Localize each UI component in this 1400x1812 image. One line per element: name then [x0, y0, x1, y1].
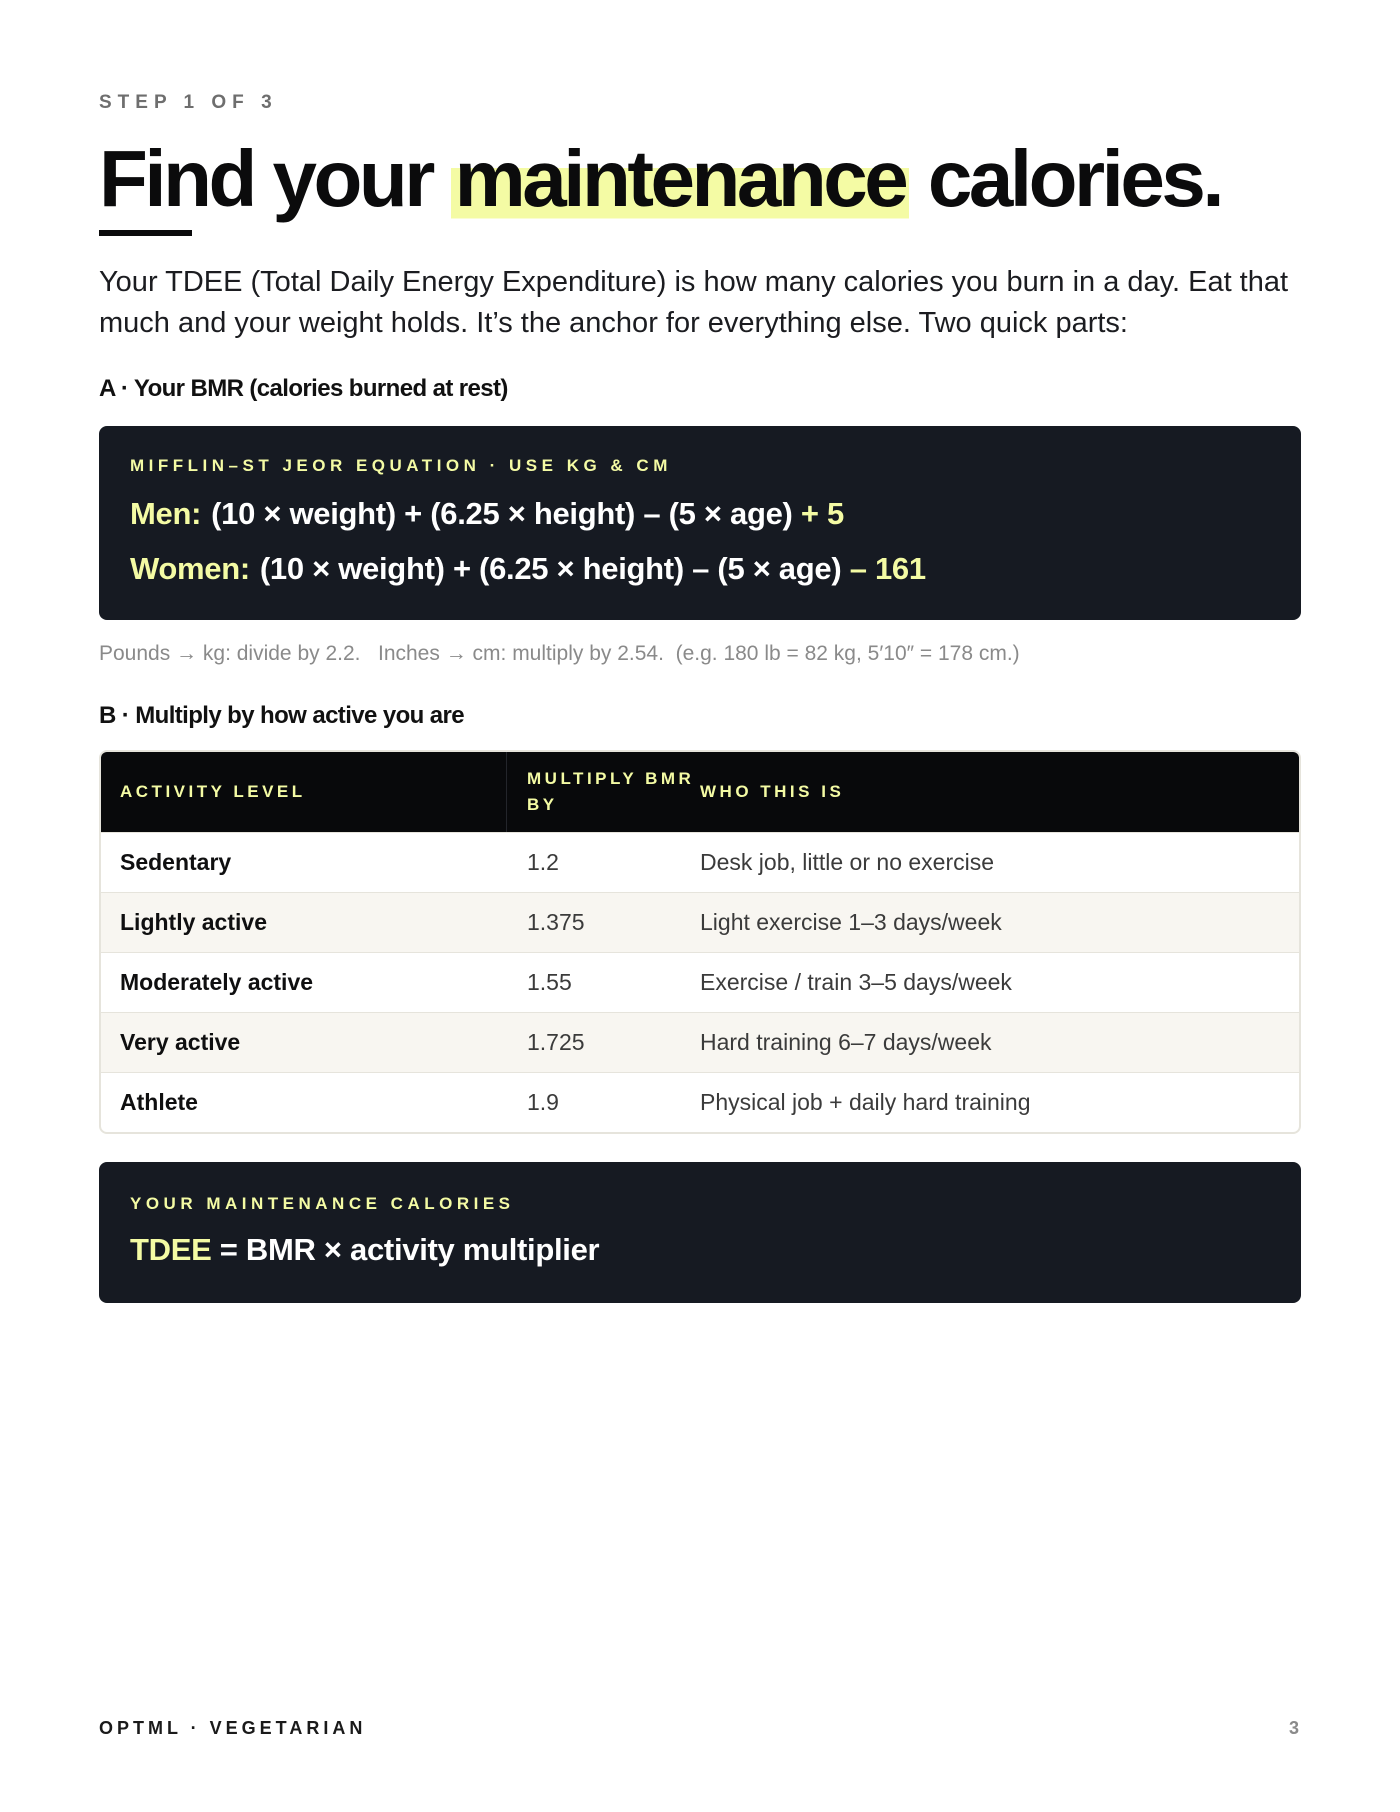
women-formula: (10 × weight) + (6.25 × height) – (5 × age)	[259, 551, 842, 586]
activity-level-cell: Moderately active	[120, 969, 314, 995]
table-row	[101, 1072, 1299, 1132]
description-cell: Desk job, little or no exercise	[700, 849, 995, 875]
men-label: Men:	[130, 496, 202, 531]
multiplier-cell: 1.2	[527, 849, 559, 875]
title-underline	[99, 230, 192, 236]
tdee-card	[99, 1162, 1301, 1303]
men-constant: + 5	[800, 496, 844, 531]
section-a-heading: A · Your BMR (calories burned at rest)	[99, 375, 508, 402]
title-end: calories.	[909, 134, 1222, 223]
column-header-activity: ACTIVITY LEVEL	[101, 752, 507, 832]
title-start: Find your	[99, 134, 451, 223]
footer-brand: OPTML · VEGETARIAN	[99, 1718, 367, 1738]
table-row	[101, 952, 1299, 1012]
activity-level-cell: Very active	[120, 1029, 241, 1055]
description-cell: Light exercise 1–3 days/week	[700, 909, 1002, 935]
women-equation	[130, 551, 926, 587]
page	[99, 0, 1301, 1812]
step-indicator: STEP 1 OF 3	[99, 92, 278, 113]
tdee-key: TDEE	[130, 1232, 212, 1267]
activity-level-cell: Sedentary	[120, 849, 232, 875]
activity-table	[99, 750, 1301, 1134]
description-cell: Hard training 6–7 days/week	[700, 1029, 992, 1055]
intro-paragraph: Your TDEE (Total Daily Energy Expenditure) is how many calories you burn in a day. Eat that much and your weight holds. It’s the anchor for everything else. Two quick parts:	[99, 266, 1289, 339]
table-row	[101, 1012, 1299, 1072]
description-cell: Physical job + daily hard training	[700, 1089, 1031, 1115]
description-cell: Exercise / train 3–5 days/week	[700, 969, 1012, 995]
men-formula: (10 × weight) + (6.25 × height) – (5 × age)	[211, 496, 793, 531]
column-header-multiplier: MULTIPLY BMR BY	[527, 769, 695, 814]
section-b-heading: B · Multiply by how active you are	[99, 702, 465, 729]
tdee-formula-text: = BMR × activity multiplier	[211, 1232, 600, 1267]
column-header-who: WHO THIS IS	[700, 782, 845, 801]
multiplier-cell: 1.375	[527, 909, 585, 935]
multiplier-cell: 1.725	[527, 1029, 585, 1055]
activity-level-cell: Lightly active	[120, 909, 267, 935]
men-equation	[130, 496, 844, 532]
table-header	[101, 752, 1299, 832]
bmr-equation-card	[99, 426, 1301, 620]
tdee-label: YOUR MAINTENANCE CALORIES	[130, 1194, 515, 1213]
tdee-formula	[130, 1232, 599, 1268]
title-highlight: maintenance	[451, 134, 910, 223]
conversion-note: Pounds → kg: divide by 2.2. Inches → cm: multiply by 2.54. (e.g. 180 lb = 82 kg, 5′10″ = 178 cm.)	[99, 642, 1020, 665]
page-title	[99, 134, 1221, 224]
table-row	[101, 892, 1299, 952]
women-constant: – 161	[849, 551, 926, 586]
multiplier-cell: 1.55	[527, 969, 572, 995]
activity-level-cell: Athlete	[120, 1089, 198, 1115]
table-row	[101, 832, 1299, 892]
page-number: 3	[1288, 1718, 1299, 1738]
women-label: Women:	[130, 551, 250, 586]
equation-label: MIFFLIN–ST JEOR EQUATION · USE KG & CM	[130, 456, 672, 475]
multiplier-cell: 1.9	[527, 1089, 559, 1115]
